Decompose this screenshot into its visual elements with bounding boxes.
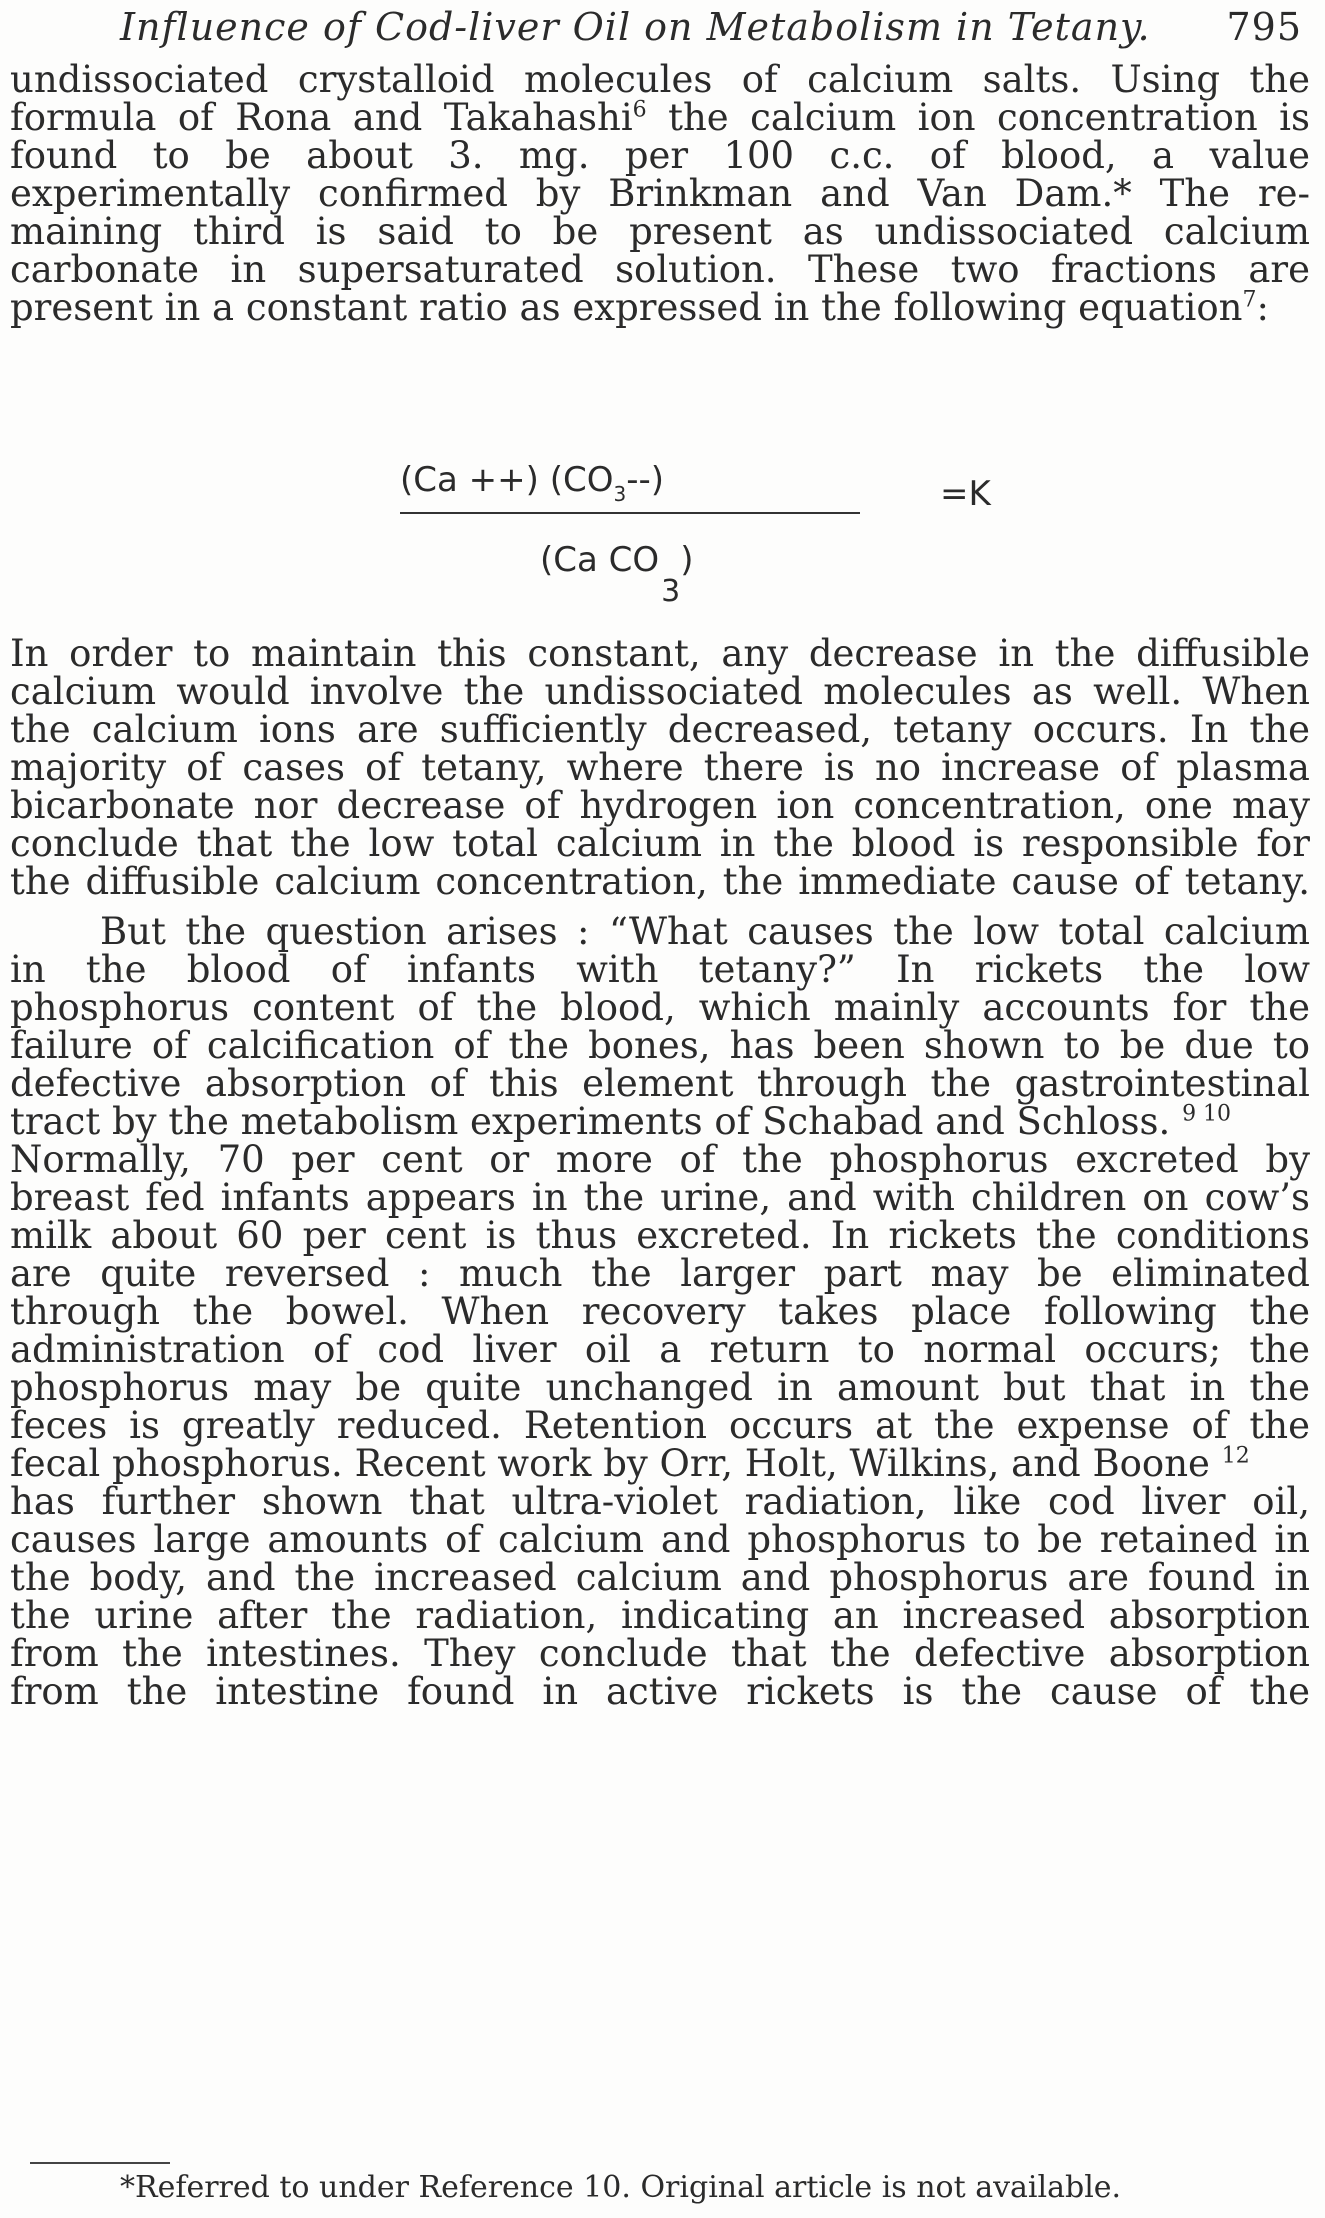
- text-line: administration of cod liver oil a return to normal occurs; the: [10, 1328, 1310, 1371]
- fraction-bar: [400, 512, 860, 514]
- footnote-divider: [30, 2162, 170, 2164]
- text-line: are quite reversed : much the larger part may be eliminated: [10, 1252, 1310, 1295]
- running-header: [120, 0, 1310, 54]
- text-line: failure of calcification of the bones, has been shown to be due to: [10, 1024, 1310, 1067]
- reference-superscript: 7: [1242, 287, 1257, 313]
- page-number: 795: [1226, 5, 1302, 49]
- text-line: In order to maintain this constant, any decrease in the diffusible: [10, 632, 1310, 675]
- equation-numerator: [400, 460, 665, 506]
- text-line: from the intestines. They conclude that the defective absorption: [10, 1632, 1310, 1675]
- text-line: undissociated crystalloid molecules of calcium salts. Using the: [10, 58, 1310, 101]
- text-fragment: fecal phosphorus. Recent work by Orr, Holt, Wilkins, and Boone: [10, 1442, 1210, 1485]
- equation-subscript: 3: [661, 574, 681, 609]
- text-line: maining third is said to be present as undissociated calcium: [10, 210, 1310, 253]
- text-line: feces is greatly reduced. Retention occurs at the expense of the: [10, 1404, 1310, 1447]
- text-fragment: present in a constant ratio as expressed in the following equation: [10, 286, 1243, 329]
- text-line: milk about 60 per cent is thus excreted. In rickets the conditions: [10, 1214, 1310, 1257]
- text-line: conclude that the low total calcium in the blood is responsible for: [10, 822, 1310, 865]
- text-line: in the blood of infants with tetany?” In rickets the low: [10, 948, 1310, 991]
- text-fragment: tract by the metabolism experiments of Schabad and Schloss.: [10, 1100, 1171, 1143]
- text-line: found to be about 3. mg. per 100 c.c. of blood, a value: [10, 134, 1310, 177]
- text-line: carbonate in supersaturated solution. These two fractions are: [10, 248, 1310, 291]
- text-line: But the question arises : “What causes the low total calcium: [100, 910, 1310, 953]
- equation-numerator-text: (Ca ++) (CO: [400, 460, 614, 500]
- text-line: majority of cases of tetany, where there is no increase of plasma: [10, 746, 1310, 789]
- text-line: calcium would involve the undissociated molecules as well. When: [10, 670, 1310, 713]
- running-title: Influence of Cod-liver Oil on Metabolism in Tetany.: [120, 5, 1151, 49]
- equation-subscript: 3: [613, 482, 627, 506]
- text-line: Normally, 70 per cent or more of the phosphorus excreted by: [10, 1138, 1310, 1181]
- equation-denominator: [540, 540, 694, 609]
- text-line: causes large amounts of calcium and phosphorus to be retained in: [10, 1518, 1310, 1561]
- text-line: phosphorus may be quite unchanged in amount but that in the: [10, 1366, 1310, 1409]
- reference-superscript: 6: [632, 97, 647, 123]
- text-line: through the bowel. When recovery takes place following the: [10, 1290, 1310, 1333]
- text-line: experimentally confirmed by Brinkman and Van Dam.* The re-: [10, 172, 1310, 215]
- equilibrium-equation: [380, 460, 1100, 630]
- footnote: *Referred to under Reference 10. Original article is not available.: [120, 2170, 1122, 2205]
- text-fragment: formula of Rona and Takahashi: [10, 96, 633, 139]
- reference-superscript: 12: [1221, 1443, 1250, 1469]
- text-line: breast fed infants appears in the urine, and with children on cow’s: [10, 1176, 1310, 1219]
- text-line: the diffusible calcium concentration, the immediate cause of tetany.: [10, 860, 1310, 903]
- text-line: from the intestine found in active rickets is the cause of the: [10, 1670, 1310, 1713]
- equation-denominator-end: ): [680, 540, 694, 580]
- text-line: the urine after the radiation, indicating an increased absorption: [10, 1594, 1310, 1637]
- reference-superscript: 9 10: [1182, 1101, 1232, 1127]
- text-line: defective absorption of this element through the gastrointestinal: [10, 1062, 1310, 1105]
- equation-denominator-text: (Ca CO: [540, 540, 660, 580]
- text-line: phosphorus content of the blood, which mainly accounts for the: [10, 986, 1310, 1029]
- text-line: present in a constant ratio as expressed in the following equation$^7$:: [10, 286, 1269, 329]
- equation-constant: =K: [940, 474, 991, 514]
- equation-numerator-end: --): [626, 460, 665, 500]
- text-line: has further shown that ultra-violet radiation, like cod liver oil,: [10, 1480, 1310, 1523]
- text-line: bicarbonate nor decrease of hydrogen ion concentration, one may: [10, 784, 1310, 827]
- text-line: the calcium ions are sufficiently decreased, tetany occurs. In the: [10, 708, 1310, 751]
- text-line: the body, and the increased calcium and phosphorus are found in: [10, 1556, 1310, 1599]
- text-fragment: the calcium ion concentration is: [646, 96, 1310, 139]
